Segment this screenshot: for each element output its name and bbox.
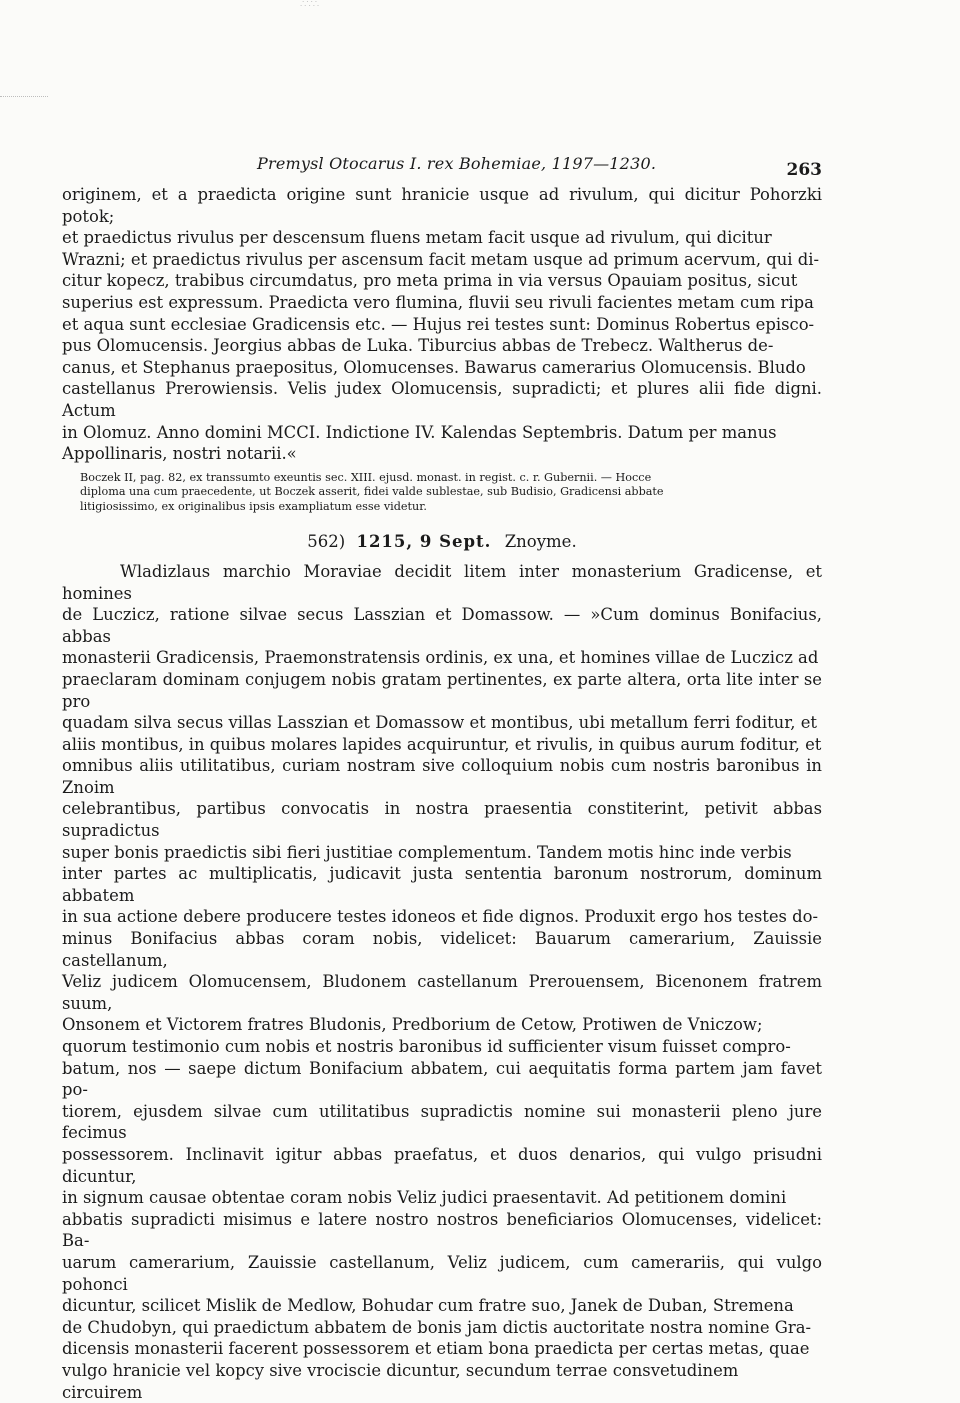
document-text — [62, 561, 822, 1403]
text-line: originem, et a praedicta origine sunt hranicie usque ad rivulum, qui dicitur Pohorzki potok; — [62, 185, 822, 226]
text-line: castellanus Prerowiensis. Velis judex Olomucensis, supradicti; et plures alii fide digni. Actum — [62, 379, 822, 420]
text-line: canus, et Stephanus praepositus, Olomucenses. Bawarus camerarius Olomucensis. Bludo — [62, 357, 806, 377]
text-line: uarum camerarium, Zauissie castellanum, Veliz judicem, cum camerariis, qui vulgo pohonci — [62, 1252, 822, 1294]
text-line: Wrazni; et praedictus rivulus per ascensum facit metam usque ad primum acervum, qui di- — [62, 249, 820, 269]
text-line: Onsonem et Victorem fratres Bludonis, Predborium de Cetow, Protiwen de Vniczow; — [62, 1015, 763, 1035]
text-line: quorum testimonio cum nobis et nostris baronibus id sufficienter visum fuisset compro- — [62, 1037, 791, 1056]
text-line: minus Bonifacius abbas coram nobis, videlicet: Bauarum camerarium, Zauissie castellanum, — [62, 929, 822, 970]
text-line: citur kopecz, trabibus circumdatus, pro meta prima in via versus Opauiam positus, sicut — [62, 271, 798, 291]
text-line: in signum causae obtentae coram nobis Veliz judici praesentavit. Ad petitionem domini — [62, 1188, 787, 1208]
text-line: de Luczicz, ratione silvae secus Lasszian et Domassow. — »Cum dominus Bonifacius, abbas — [62, 605, 822, 646]
text-line: omnibus aliis utilitatibus, curiam nostram sive colloquium nobis cum nostris baronibus in Znoim — [62, 756, 822, 797]
text-line: dicuntur, scilicet Mislik de Medlow, Bohudar cum fratre suo, Janek de Duban, Stremena — [62, 1296, 794, 1316]
scan-edge-mark — [0, 96, 48, 97]
text-line: superius est expressum. Praedicta vero flumina, fluvii seu rivuli facientes metam cum ripa — [62, 292, 814, 312]
text-line: inter partes ac multiplicatis, judicavit justa sententia baronum nostrorum, dominum abbatem — [62, 864, 822, 905]
text-line: et aqua sunt ecclesiae Gradicensis etc. — Hujus rei testes sunt: Dominus Robertus episco- — [62, 314, 815, 334]
text-line: Wladizlaus marchio Moraviae decidit litem inter monasterium Gradicense, et homines — [62, 561, 822, 603]
page-header — [62, 150, 822, 184]
text-line: in sua actione debere producere testes idoneos et fide dignos. Produxit ergo hos testes do- — [62, 907, 819, 927]
text-line: super bonis praedictis sibi fieri justitiae complementum. Tandem motis hinc inde verbis — [62, 842, 792, 862]
text-line: possessorem. Inclinavit igitur abbas praefatus, et duos denarios, qui vulgo prisudni dicuntur, — [62, 1144, 822, 1186]
running-title: Premysl Otocarus I. rex Bohemiae, 1197—1230. — [257, 154, 657, 173]
text-line: Veliz judicem Olomucensem, Bludonem castellanum Prerouensem, Bicenonem fratrem suum, — [62, 972, 822, 1013]
text-line: de Chudobyn, qui praedictum abbatem de bonis jam dictis auctoritate nostra nomine Gra- — [62, 1317, 812, 1337]
continuation-paragraph — [62, 184, 822, 465]
document-date: 1215, 9 Sept. — [356, 531, 492, 551]
text-line: celebrantibus, partibus convocatis in nostra praesentia constiterint, petivit abbas supradictus — [62, 799, 822, 841]
text-line: abbatis supradicti misimus e latere nostro nostros beneficiarios Olomucenses, videlicet: Ba- — [62, 1209, 822, 1251]
page-number: 263 — [786, 160, 822, 180]
text-line: tiorem, ejusdem silvae cum utilitatibus supradictis nomine sui monasterii pleno jure fecimus — [62, 1101, 822, 1143]
text-line: Appollinaris, nostri notarii.« — [62, 444, 297, 464]
note-line: litigiosissimo, ex originalibus ipsis exampliatum esse videtur. — [80, 499, 427, 513]
book-page — [62, 150, 822, 1403]
text-line: pus Olomucensis. Jeorgius abbas de Luka. Tiburcius abbas de Trebecz. Waltherus de- — [62, 336, 774, 356]
text-line: batum, nos — saepe dictum Bonifacium abbatem, cui aequitatis forma partem jam favet po- — [62, 1058, 822, 1100]
text-line: in Olomuz. Anno domini MCCI. Indictione IV. Kalendas Septembris. Datum per manus — [62, 422, 777, 442]
text-line: aliis montibus, in quibus molares lapides acquiruntur, et rivulis, in quibus aurum foditur, et — [62, 734, 822, 754]
text-line: et praedictus rivulus per descensum fluens metam facit usque ad rivulum, qui dicitur — [62, 228, 772, 248]
text-line: dicensis monasterii facerent possessorem et etiam bona praedicta per certas metas, quae — [62, 1339, 810, 1359]
scan-stain-mark: ∴∵∴ — [300, 0, 320, 10]
document-place: Znoyme. — [504, 531, 577, 551]
text-line: praeclaram dominam conjugem nobis gratam pertinentes, ex parte altera, orta lite inter se pro — [62, 669, 822, 711]
text-line: quadam silva secus villas Lasszian et Domassow et montibus, ubi metallum ferri foditur, et — [62, 713, 817, 733]
text-line: vulgo hranicie vel kopcy sive vrociscie dicuntur, secundum terrae consvetudinem circuirem — [62, 1360, 739, 1402]
source-footnote — [62, 471, 822, 514]
document-heading — [62, 532, 822, 551]
document-number: 562) — [307, 531, 346, 551]
note-line: diploma una cum praecedente, ut Boczek asserit, fidei valde sublestae, sub Budisio, Gradicensi abbate — [80, 485, 664, 499]
text-line: monasterii Gradicensis, Praemonstratensis ordinis, ex una, et homines villae de Luczicz ad — [62, 648, 819, 668]
note-line: Boczek II, pag. 82, ex transsumto exeuntis sec. XIII. ejusd. monast. in regist. c. r. Gubernii. — Hocce — [80, 470, 652, 484]
